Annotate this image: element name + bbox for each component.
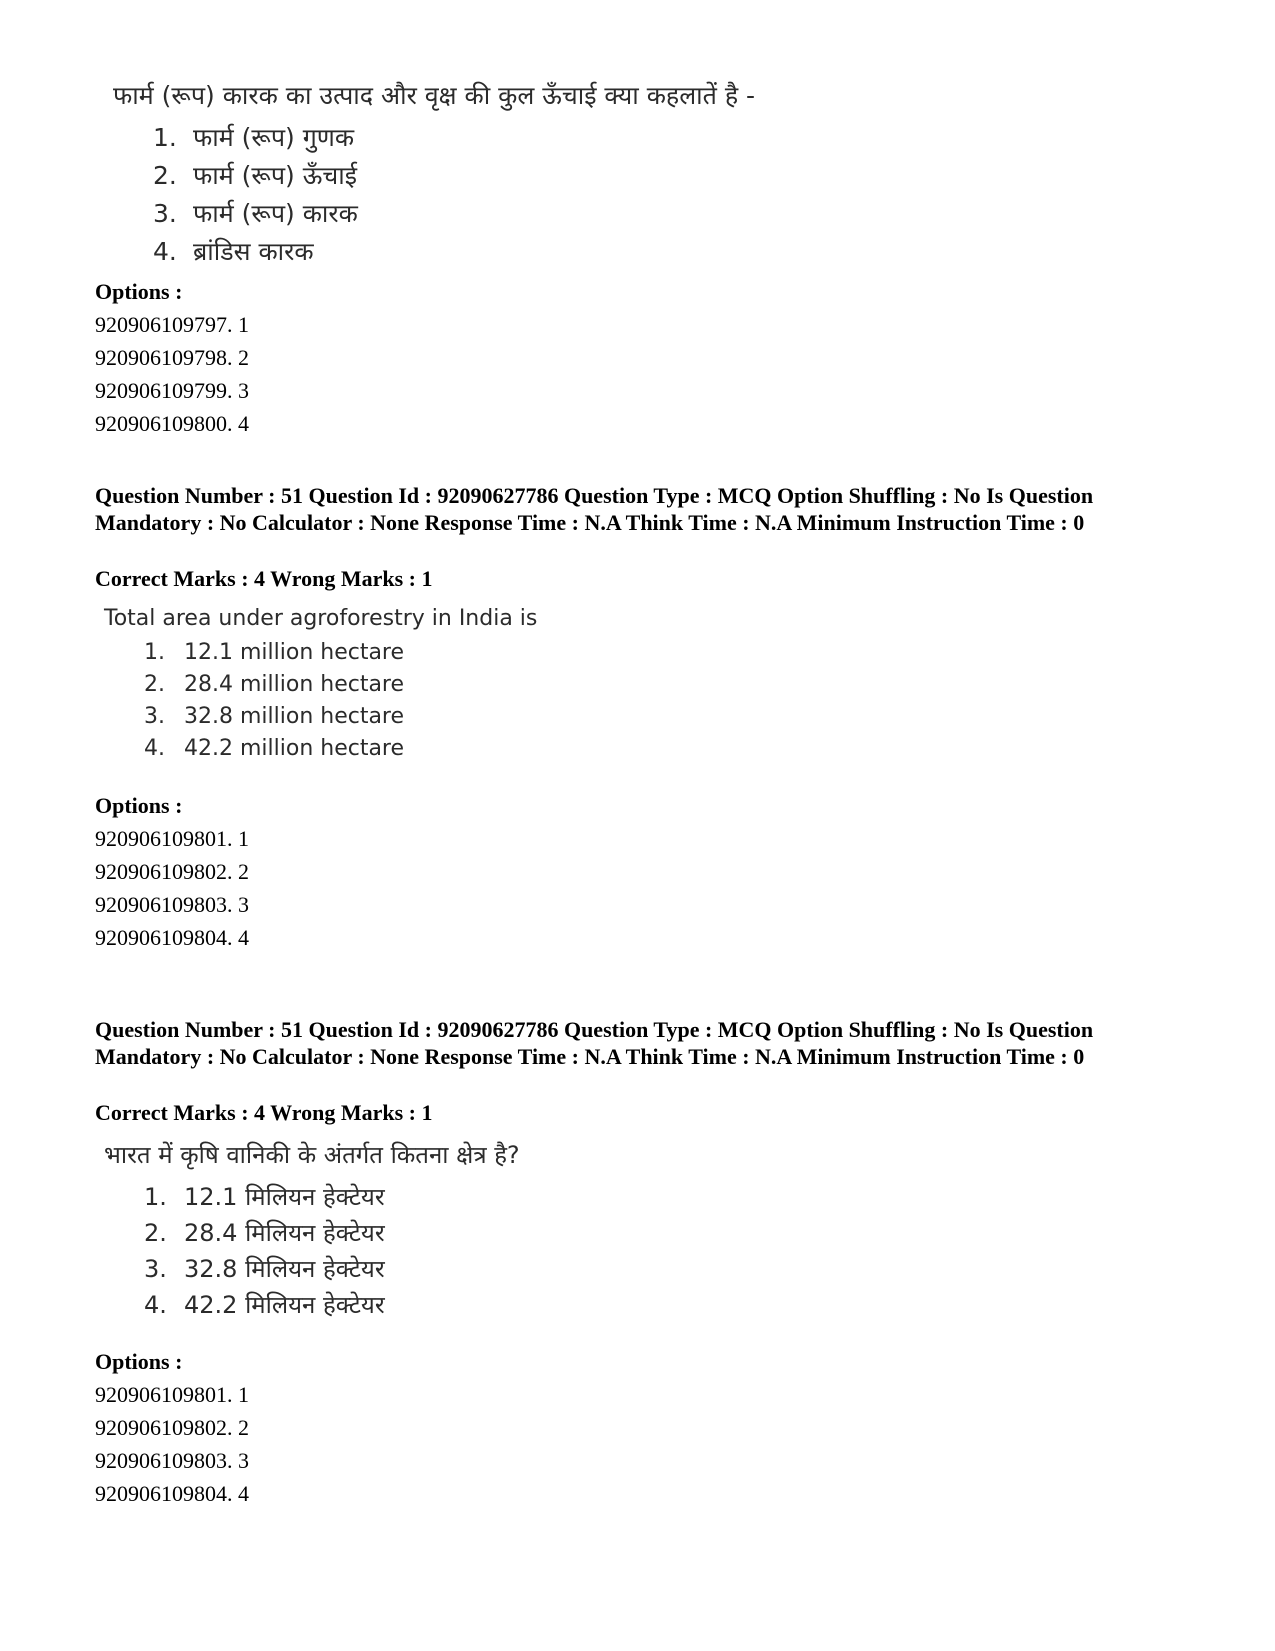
question-image-hindi-form-factor — [113, 78, 755, 271]
choice-item: 2. 28.4 मिलियन हेक्टेयर — [144, 1219, 385, 1247]
choice-item: 4. 42.2 million hectare — [144, 736, 405, 761]
choice-list — [153, 119, 755, 271]
choice-list — [144, 1179, 520, 1323]
option-row: 920906109802. 2 — [95, 1415, 249, 1440]
options-block — [95, 789, 249, 954]
option-row: 920906109798. 2 — [95, 345, 249, 370]
options-block — [95, 275, 249, 440]
choice-item: 3. 32.8 मिलियन हेक्टेयर — [144, 1255, 385, 1283]
choice-item: 1. 12.1 मिलियन हेक्टेयर — [144, 1183, 385, 1211]
option-row: 920906109801. 1 — [95, 1382, 249, 1407]
choice-item: 3. फार्म (रूप) कारक — [153, 199, 358, 228]
question-text: भारत में कृषि वानिकी के अंतर्गत कितना क्षेत्र है? — [104, 1141, 520, 1169]
option-row: 920906109800. 4 — [95, 411, 249, 436]
option-row: 920906109804. 4 — [95, 925, 249, 950]
options-label: Options : — [95, 793, 183, 818]
question-text: Total area under agroforestry in India is — [104, 606, 538, 631]
options-label: Options : — [95, 1349, 183, 1374]
choice-item: 4. ब्रांडिस कारक — [153, 237, 314, 266]
choice-item: 2. फार्म (रूप) ऊँचाई — [153, 161, 357, 190]
choice-list — [144, 637, 537, 765]
marks-line: Correct Marks : 4 Wrong Marks : 1 — [95, 1100, 433, 1125]
option-row: 920906109797. 1 — [95, 312, 249, 337]
option-row: 920906109802. 2 — [95, 859, 249, 884]
option-row: 920906109801. 1 — [95, 826, 249, 851]
choice-item: 2. 28.4 million hectare — [144, 672, 405, 697]
question-meta: Question Number : 51 Question Id : 92090627786 Question Type : MCQ Option Shuffling : No Is Question Mandatory : No Calculator : None Response Time : N.A Think Time : N.A Minimum Instruction Time : 0 — [95, 483, 1094, 535]
choice-item: 1. फार्म (रूप) गुणक — [153, 123, 355, 152]
question-image-agroforestry-hindi — [104, 1138, 520, 1323]
question-image-agroforestry-english — [104, 606, 537, 765]
options-block — [95, 1345, 249, 1510]
marks-line: Correct Marks : 4 Wrong Marks : 1 — [95, 566, 433, 591]
option-row: 920906109803. 3 — [95, 892, 249, 917]
choice-item: 1. 12.1 million hectare — [144, 640, 405, 665]
choice-item: 3. 32.8 million hectare — [144, 704, 405, 729]
question-meta: Question Number : 51 Question Id : 92090627786 Question Type : MCQ Option Shuffling : No Is Question Mandatory : No Calculator : None Response Time : N.A Think Time : N.A Minimum Instruction Time : 0 — [95, 1017, 1094, 1069]
options-label: Options : — [95, 279, 183, 304]
choice-item: 4. 42.2 मिलियन हेक्टेयर — [144, 1291, 385, 1319]
option-row: 920906109803. 3 — [95, 1448, 249, 1473]
option-row: 920906109804. 4 — [95, 1481, 249, 1506]
question-text: फार्म (रूप) कारक का उत्पाद और वृक्ष की कुल ऊँचाई क्या कहलातें है - — [113, 81, 756, 110]
option-row: 920906109799. 3 — [95, 378, 249, 403]
